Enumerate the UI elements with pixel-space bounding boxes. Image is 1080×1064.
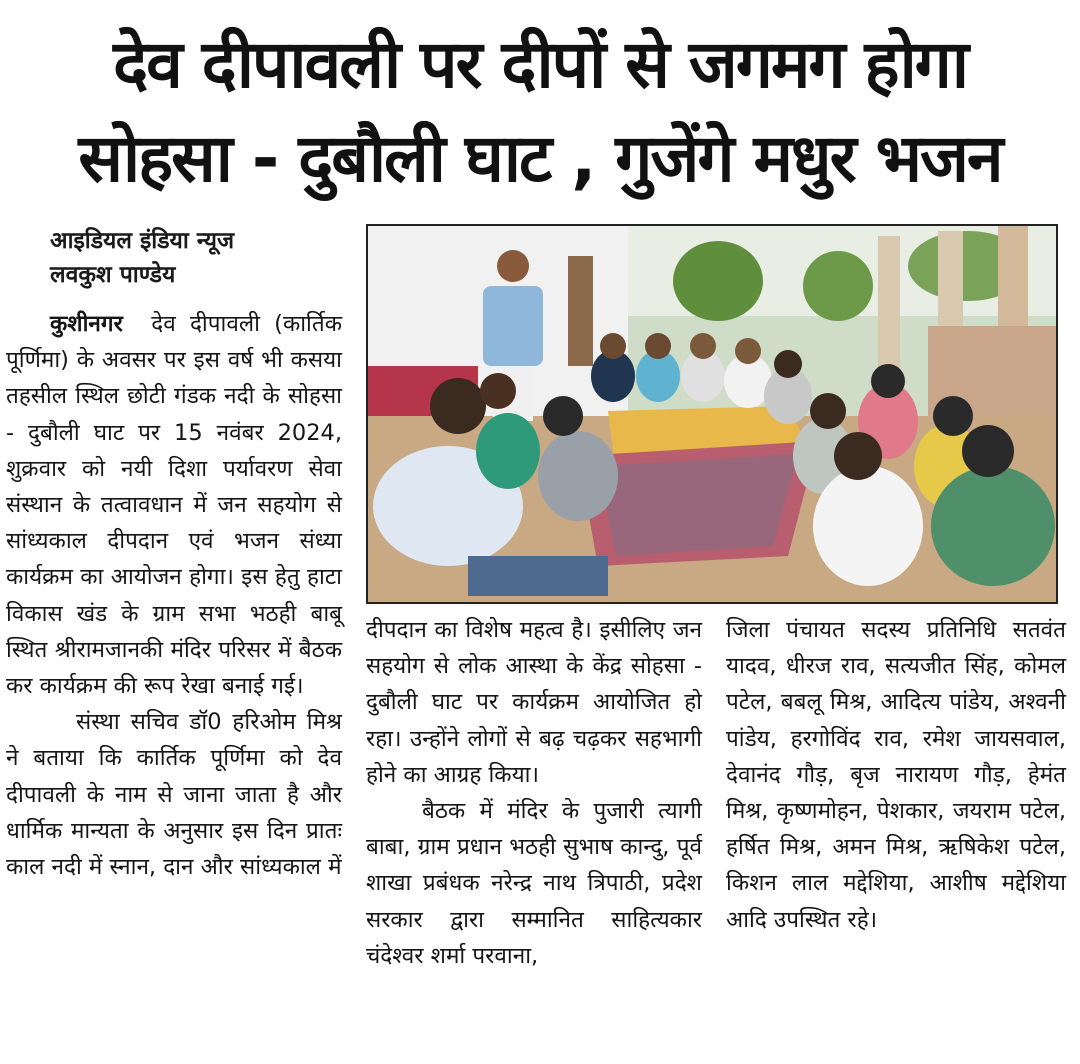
article-paragraph-2 [6,704,342,885]
article-paragraph-5 [726,612,1066,938]
headline-line-2: सोहसा - दुबौली घाट , गुजेंगे मधुर भजन [78,120,1002,197]
article-paragraph-3 [366,612,702,793]
byline-agency: आइडियल इंडिया न्यूज [50,228,235,254]
article-paragraph-4 [366,793,702,974]
paragraph-text: जिला पंचायत सदस्य प्रतिनिधि सतवंत यादव, धीरज राव, सत्यजीत सिंह, कोमल पटेल, बबलू मिश्र, आदित्य पांडेय, अश्वनी पांडेय, हरगोविंद राव, रमेश जायसवाल, देवानंद गौड़, बृज नारायण गौड़, हेमंत मिश्र, कृष्णमोहन, पेशकार, जयराम पटेल, हर्षित मिश्र, अमन मिश्र, ऋषिकेश पटेल, किशन लाल मद्देशिया, आशीष मद्देशिया आदि उपस्थित रहे। [726,617,1066,933]
meeting-photo-illustration [368,226,1056,602]
byline-reporter: लवकुश पाण्डेय [50,262,176,288]
article-column-3 [726,612,1066,938]
article-paragraph-1 [6,306,342,704]
byline [50,224,350,292]
news-photo [366,224,1058,604]
paragraph-text: दीपदान का विशेष महत्व है। इसीलिए जन सहयोग से लोक आस्था के केंद्र सोहसा - दुबौली घाट पर कार्यक्रम आयोजित हो रहा। उन्होंने लोगों से बढ़ चढ़कर सहभागी होने का आग्रह किया। [366,617,702,788]
paragraph-text: बैठक में मंदिर के पुजारी त्यागी बाबा, ग्राम प्रधान भठही सुभाष कान्दु, पूर्व शाखा प्रबंधक नरेन्द्र नाथ त्रिपाठी, प्रदेश सरकार द्वारा सम्मानित साहित्यकार चंदेश्वर शर्मा परवाना, [366,798,702,969]
headline-line-1: देव दीपावली पर दीपों से जगमग होगा [113,26,967,103]
dateline-place: कुशीनगर [50,311,123,337]
article-column-2 [366,612,702,974]
paragraph-text: संस्था सचिव डॉ0 हरिओम मिश्र ने बताया कि कार्तिक पूर्णिमा को देव दीपावली के नाम से जाना जाता है और धार्मिक मान्यता के अनुसार इस दिन प्रातः काल नदी में स्नान, दान और सांध्यकाल में [6,709,342,881]
headline [20,18,1060,206]
article-column-1 [6,306,342,885]
paragraph-text: देव दीपावली (कार्तिक पूर्णिमा) के अवसर पर इस वर्ष भी कसया तहसील स्थिल छोटी गंडक नदी के सोहसा - दुबौली घाट पर 15 नवंबर 2024, शुक्रवार को नयी दिशा पर्यावरण सेवा संस्थान के तत्वावधान में जन सहयोग से सांध्यकाल दीपदान एवं भजन संध्या कार्यक्रम का आयोजन होगा। इस हेतु हाटा विकास खंड के ग्राम सभा भठही बाबू स्थित श्रीरामजानकी मंदिर परिसर में बैठक कर कार्यक्रम की रूप रेखा बनाई गई। [6,311,342,700]
